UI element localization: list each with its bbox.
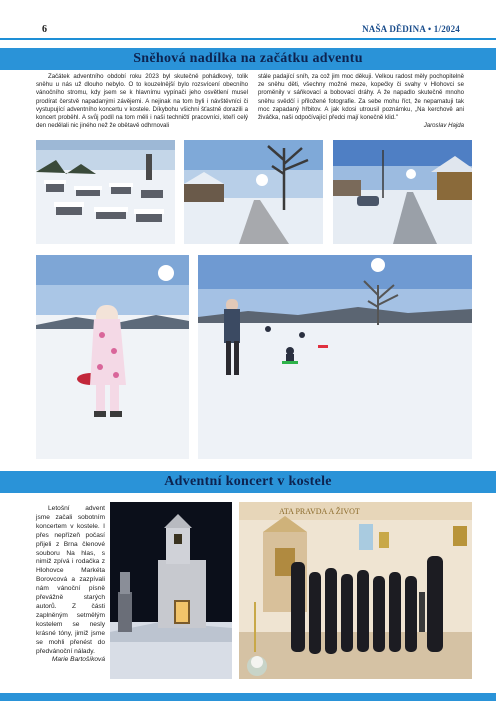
masthead: NAŠA DĚDINA • 1/2024 bbox=[362, 24, 460, 34]
article-paragraph: Začátek adventního období roku 2023 byl skutečně pohádkový, tolik sněhu u nás už dlouho nebylo. O to kouzelnější bylo rozsvícení obecního vánočního stromu, kdy jsem se k hlavnímu vypínači jeho osvětlení musel prodírat čerstvě napadanými závějemi. A nejinak na tom byli i návštěvníci či vystupující adventního koncertu v kostele. Díkybohu všichni šťastně dorazili a koncert proběhl. A svůj podíl na tom měli i naši techničtí pracovníci, kteří celý den nedělali nic jiného než že obětavě odhrnovali bbox=[36, 73, 248, 130]
article-paragraph: stále padající sníh, za což jim moc děkuji. Velkou radost měly pochopitelně ze sněhu děti, všechny možné meze, kopečky či svahy v Hlohovci se proměnily v sáňkovací a bobovací dráhy. A že napadlo skutečně mnoho sněhu svědčí i přiložené fotografie. Za sebe mohu říct, že nepamatuji tak moc zapadaný hřbitov. A jak kdosi utrousil poznámku, „Na kerchově ani živáčka, naši odpočívající předci mají konečně klid." bbox=[258, 73, 464, 122]
church-banner-text: ATA PRAVDA A ŽIVOT bbox=[279, 507, 360, 516]
section-banner bbox=[0, 48, 496, 70]
article-paragraph: Letošní advent jsme začali sobotním koncertem v kostele. I přes nepřízeň počasí přijeli z Brna členové souboru Na hlas, s nimiž zpívá i rodačka z Hlohovce Markéta Borovcová a zazpívali nám vánoční písně převážně starých autorů. Z části zaplněným setmělým kostelem se nesly krásné tóny, jimiž jsme se mohli přenést do předvánoční nálady. bbox=[36, 505, 105, 655]
photo-village-street bbox=[333, 140, 472, 244]
section-banner bbox=[0, 471, 496, 493]
article-column-2 bbox=[258, 73, 464, 130]
article-column-1 bbox=[36, 73, 248, 130]
footer-bar bbox=[0, 693, 496, 701]
article-signature: Jaroslav Hajda bbox=[423, 122, 464, 130]
page-number: 6 bbox=[42, 24, 47, 35]
article-column-3 bbox=[36, 505, 105, 665]
photo-sledding-hill bbox=[198, 255, 472, 459]
section-title: Adventní koncert v kostele bbox=[164, 474, 332, 489]
photo-concert-interior bbox=[239, 502, 472, 679]
section-title: Sněhová nadílka na začátku adventu bbox=[133, 51, 363, 66]
photo-church-night bbox=[110, 502, 232, 679]
photo-snowy-cemetery bbox=[36, 140, 175, 244]
header-rule bbox=[0, 38, 496, 40]
photo-snowy-road bbox=[184, 140, 323, 244]
article-signature: Marie Bartošíková bbox=[51, 656, 105, 664]
photo-child-with-sled bbox=[36, 255, 189, 459]
